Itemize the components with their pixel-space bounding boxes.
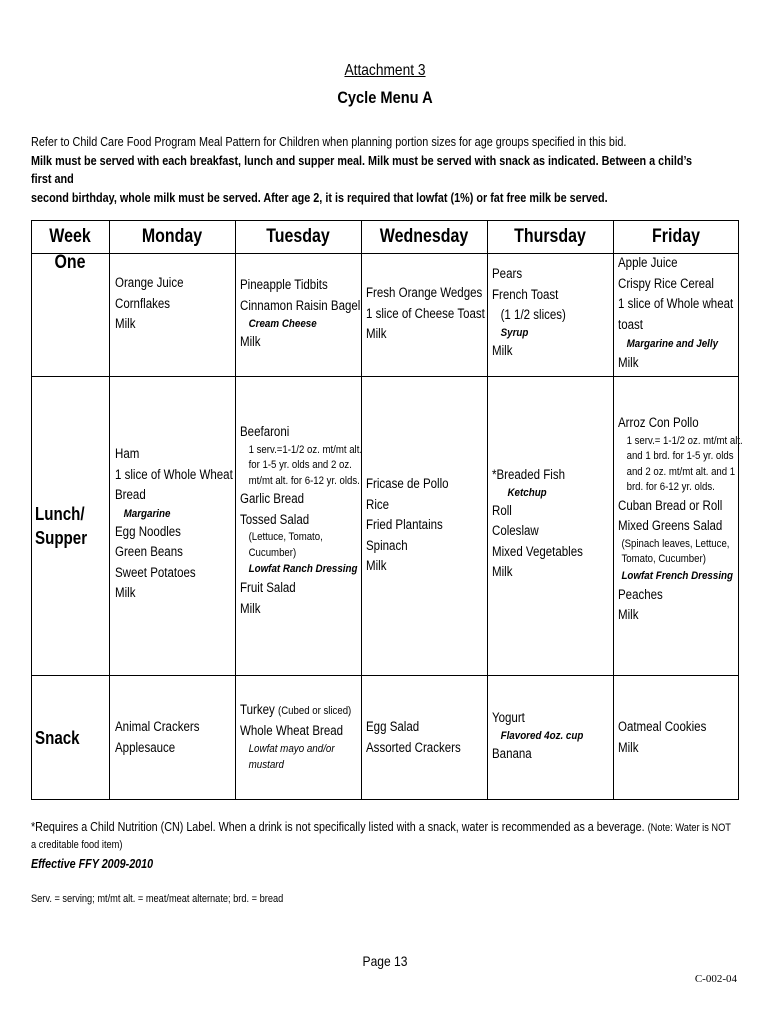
document-code: C-002-04	[694, 973, 737, 985]
menu-item: Apple Juice	[618, 255, 678, 270]
effective-date: Effective FFY 2009-2010	[31, 856, 154, 871]
menu-item: Milk	[366, 326, 387, 341]
menu-item: Milk	[240, 600, 261, 616]
abbreviation-legend: Serv. = serving; mt/mt alt. = meat/meat alternate; brd. = bread	[31, 893, 284, 905]
menu-item-condiment: mustard	[248, 759, 284, 771]
snack-wednesday	[366, 717, 461, 758]
menu-item-name: Turkey	[240, 702, 275, 717]
header-week-one: Week One	[49, 226, 91, 273]
intro-line-2: Milk must be served with each breakfast, lunch and supper meal. Milk must be served with snack as indicated. Between a child’s first and	[31, 153, 693, 186]
lunch-friday	[618, 413, 743, 626]
breakfast-tuesday	[240, 275, 360, 353]
serving-note: (Spinach leaves, Lettuce,	[621, 537, 730, 550]
menu-item: Oatmeal Cookies	[618, 719, 707, 734]
menu-item: Bread	[115, 487, 146, 502]
cn-label-text: *Requires a Child Nutrition (CN) Label. When a drink is not specifically listed with a snack, water is recommended as a beverage.	[31, 819, 645, 834]
breakfast-wednesday	[366, 283, 485, 345]
serving-note: (Cubed or sliced)	[277, 705, 352, 717]
menu-item-condiment: Syrup	[500, 326, 529, 339]
row-label-line: Supper	[35, 528, 88, 548]
menu-item: Peaches	[618, 586, 663, 602]
intro-line-1: Refer to Child Care Food Program Meal Pattern for Children when planning portion sizes for age groups specified in this bid.	[31, 135, 627, 149]
lunch-divider	[31, 675, 739, 676]
col-border-4	[487, 220, 488, 800]
menu-item: Cornflakes	[115, 295, 171, 311]
menu-item: Garlic Bread	[240, 491, 305, 506]
breakfast-thursday	[492, 264, 566, 361]
menu-item: 1 slice of Whole Wheat	[115, 466, 233, 482]
menu-item: Animal Crackers	[115, 719, 200, 734]
menu-table	[31, 220, 743, 800]
menu-item: Egg Salad	[366, 719, 420, 734]
menu-item: Pears	[492, 266, 523, 281]
menu-item: Milk	[618, 739, 639, 755]
breakfast-monday	[115, 273, 184, 335]
row-label-snack: Snack	[35, 728, 80, 748]
menu-item: Fruit Salad	[240, 580, 296, 595]
page-title: Cycle Menu A	[337, 88, 433, 107]
serving-note: for 1-5 yr. olds and 2 oz.	[248, 459, 352, 471]
table-border-bottom	[31, 799, 739, 800]
menu-item: Fricase de Pollo	[366, 476, 449, 491]
lunch-tuesday	[240, 422, 362, 619]
menu-item: Milk	[618, 607, 639, 622]
header-tuesday: Tuesday	[266, 226, 330, 247]
snack-tuesday	[240, 700, 351, 773]
menu-item: Milk	[618, 355, 639, 370]
menu-item: Tossed Salad	[240, 511, 310, 527]
menu-item: Applesauce	[115, 739, 176, 755]
menu-item	[240, 700, 351, 721]
cn-label-note	[31, 819, 737, 836]
menu-item: Milk	[492, 342, 513, 358]
lunch-thursday	[492, 465, 583, 583]
col-border-2	[235, 220, 236, 800]
menu-item-condiment: Cream Cheese	[248, 318, 317, 330]
serving-note: (Lettuce, Tomato,	[248, 531, 323, 543]
serving-note: and 2 oz. mt/mt alt. and 1	[626, 465, 736, 478]
menu-item: 1 slice of Cheese Toast	[366, 305, 485, 321]
menu-item-condiment: Lowfat Ranch Dressing	[248, 563, 358, 575]
row-label-lunch-supper	[35, 502, 87, 550]
menu-item: Fresh Orange Wedges	[366, 285, 483, 300]
menu-item: Sweet Potatoes	[115, 564, 196, 580]
serving-note: and 1 brd. for 1-5 yr. olds	[626, 450, 734, 462]
col-border-5	[613, 220, 614, 800]
menu-item: 1 slice of Whole wheat	[618, 296, 734, 311]
col-border-1	[109, 220, 110, 800]
menu-item-condiment: Margarine and Jelly	[626, 338, 719, 350]
menu-item: Cuban Bread or Roll	[618, 497, 723, 513]
snack-thursday	[492, 708, 583, 764]
menu-item: French Toast	[492, 286, 559, 302]
menu-item: Beefaroni	[240, 424, 290, 439]
serving-note: mt/mt alt. for 6-12 yr. olds.	[248, 474, 360, 487]
menu-item: Crispy Rice Cereal	[618, 275, 714, 291]
menu-item: Milk	[366, 558, 387, 573]
water-note: (Note: Water is NOT	[647, 822, 731, 834]
menu-item: Whole Wheat Bread	[240, 722, 344, 738]
serving-note: Tomato, Cucumber)	[621, 553, 706, 565]
page-number: Page 13	[362, 953, 408, 969]
menu-item: toast	[618, 316, 643, 332]
menu-item: Banana	[492, 745, 532, 761]
serving-note: 1 serv.=1-1/2 oz. mt/mt alt.	[248, 443, 363, 456]
menu-item-condiment: Flavored 4oz. cup	[500, 729, 584, 742]
menu-item: Cinnamon Raisin Bagel	[240, 297, 361, 313]
header-thursday: Thursday	[514, 226, 586, 247]
menu-item: Coleslaw	[492, 523, 539, 538]
menu-item: Milk	[115, 585, 136, 600]
menu-item: Assorted Crackers	[366, 739, 461, 755]
lunch-monday	[115, 444, 233, 604]
water-note-continued: a creditable food item)	[31, 839, 123, 851]
serving-note: 1 serv.= 1-1/2 oz. mt/mt alt.	[626, 434, 743, 447]
snack-monday	[115, 717, 199, 758]
intro-line-3: second birthday, whole milk must be served. After age 2, it is required that lowfat (1%) or fat free milk be served.	[31, 190, 608, 205]
header-monday: Monday	[141, 226, 203, 247]
menu-item: Yogurt	[492, 710, 525, 725]
menu-item-condiment: Lowfat mayo and/or	[248, 743, 335, 755]
lunch-wednesday	[366, 474, 449, 577]
table-border-top	[31, 220, 739, 221]
menu-item-condiment: Margarine	[123, 507, 171, 520]
header-wednesday: Wednesday	[379, 226, 469, 247]
row-label-line: Lunch/	[35, 504, 85, 524]
serving-note: brd. for 6-12 yr. olds.	[626, 481, 715, 493]
menu-item: Milk	[240, 334, 261, 349]
snack-friday	[618, 717, 706, 758]
attachment-label: Attachment 3	[344, 62, 426, 79]
breakfast-friday	[618, 253, 733, 374]
menu-item: Spinach	[366, 537, 408, 553]
intro-text	[31, 133, 710, 207]
menu-item: Ham	[115, 446, 140, 461]
menu-item: Arroz Con Pollo	[618, 415, 699, 430]
menu-item: Egg Noodles	[115, 523, 181, 539]
menu-item: Fried Plantains	[366, 517, 443, 532]
breakfast-divider	[31, 376, 739, 377]
menu-item: (1 1/2 slices)	[500, 307, 566, 322]
serving-note: Cucumber)	[248, 546, 297, 559]
menu-item: Orange Juice	[115, 275, 184, 290]
menu-item: Roll	[492, 502, 512, 518]
col-border-0	[31, 220, 32, 800]
menu-item-condiment: Ketchup	[507, 486, 547, 499]
menu-item: Mixed Greens Salad	[618, 518, 723, 533]
menu-item: Rice	[366, 496, 390, 512]
menu-item: Milk	[115, 316, 136, 331]
menu-item-condiment: Lowfat French Dressing	[621, 569, 734, 582]
menu-item: *Breaded Fish	[492, 467, 565, 482]
menu-item: Mixed Vegetables	[492, 543, 583, 559]
menu-item: Green Beans	[115, 544, 183, 559]
menu-item: Pineapple Tidbits	[240, 277, 328, 292]
header-friday: Friday	[652, 226, 700, 247]
menu-item: Milk	[492, 564, 513, 579]
